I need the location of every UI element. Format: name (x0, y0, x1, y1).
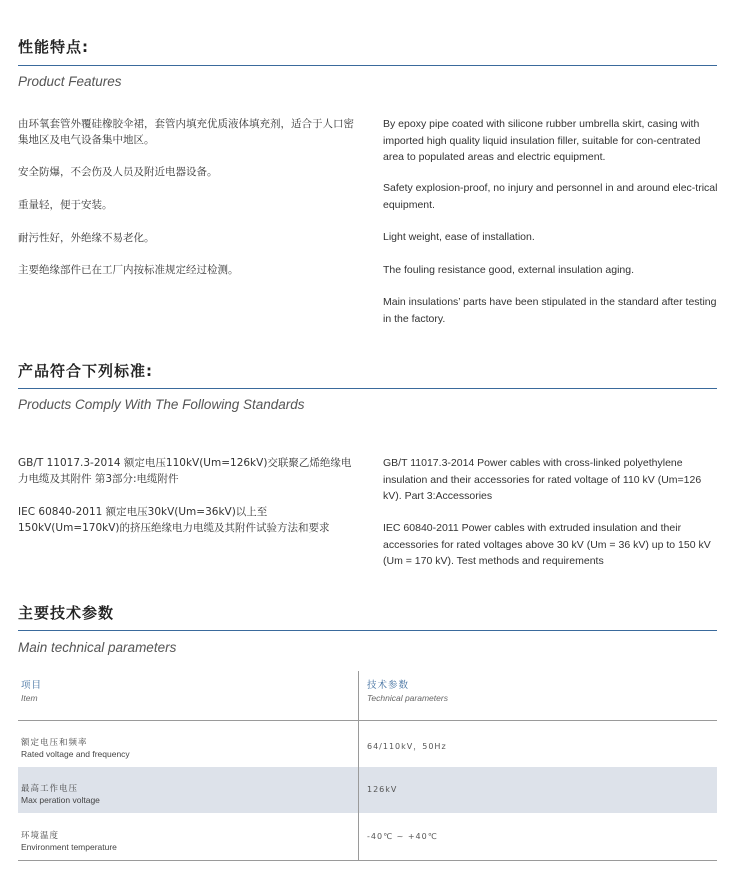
table-row (18, 767, 717, 813)
standards-title-zh: 产品符合下列标准: (18, 362, 153, 380)
table-column-divider (358, 671, 359, 861)
header-item-en: Item (21, 693, 38, 703)
table-row (18, 721, 717, 767)
table-row (18, 813, 717, 860)
params-divider (18, 630, 717, 631)
header-param-cell (367, 677, 448, 703)
row-item-zh: 最高工作电压 (21, 784, 79, 794)
feature-zh-2: 安全防爆，不会伤及人员及附近电器设备。 (18, 166, 218, 178)
table-bottom-border (18, 860, 717, 861)
feature-en-3: Light weight, ease of installation. (383, 231, 535, 243)
feature-zh-5: 主要绝缘部件已在工厂内按标准规定经过检测。 (18, 264, 239, 276)
feature-en-2: Safety explosion-proof, no injury and personnel in and around elec-trical equipment. (383, 182, 718, 211)
feature-en-5: Main insulations’ parts have been stipulated in the standard after testing in the factory. (383, 296, 717, 325)
standard-zh-1: GB/T 11017.3-2014 额定电压110kV(Um=126kV)交联聚乙烯绝缘电力电缆及其附件 第3部分:电缆附件 (18, 457, 352, 485)
row-item-cell (21, 829, 117, 852)
row-item-en: Rated voltage and frequency (21, 749, 130, 759)
row-item-en: Environment temperature (21, 842, 117, 852)
params-title-zh: 主要技术参数 (18, 604, 115, 622)
standard-en-1: GB/T 11017.3-2014 Power cables with cross-linked polyethylene insulation and their accessories for rated voltage of 110 kV (Um=126 kV). Part 3:Accessories (383, 457, 702, 502)
table-header-row (18, 671, 717, 720)
params-title-en: Main technical parameters (18, 640, 177, 655)
standard-zh-2: IEC 60840-2011 额定电压30kV(Um=36kV)以上至150kV(Um=170kV)的挤压绝缘电力电缆及其附件试验方法和要求 (18, 506, 330, 534)
row-item-en: Max peration voltage (21, 795, 100, 805)
header-param-zh: 技术参数 (367, 680, 410, 691)
standards-title-en: Products Comply With The Following Standards (18, 397, 305, 412)
features-title-en: Product Features (18, 74, 122, 89)
feature-en-4: The fouling resistance good, external insulation aging. (383, 264, 634, 276)
row-value: 126kV (367, 785, 398, 794)
row-value: -40℃ ~ +40℃ (367, 832, 438, 841)
standards-divider (18, 388, 717, 389)
features-title-zh: 性能特点: (18, 38, 89, 56)
header-item-zh: 项目 (21, 680, 43, 691)
feature-zh-3: 重量轻，便于安装。 (18, 199, 113, 211)
features-divider (18, 65, 717, 66)
row-value: 64/110kV，50Hz (367, 742, 447, 751)
row-item-cell (21, 736, 130, 759)
standard-en-2: IEC 60840-2011 Power cables with extruded insulation and their accessories for rated voltages above 30 kV (Um = 36 kV) up to 150 kV (Um = 170 kV). Test methods and requirements (383, 522, 711, 567)
params-table (18, 671, 717, 861)
row-item-zh: 额定电压和频率 (21, 738, 88, 748)
row-item-cell (21, 782, 100, 805)
feature-en-1: By epoxy pipe coated with silicone rubber umbrella skirt, casing with imported high quality liquid insulation filler, suitable for con-centrated area to populated areas and electric equipment. (383, 118, 701, 163)
feature-zh-4: 耐污性好，外绝缘不易老化。 (18, 232, 155, 244)
header-param-en: Technical parameters (367, 693, 448, 703)
header-item-cell (21, 677, 42, 703)
row-item-zh: 环境温度 (21, 831, 60, 841)
feature-zh-1: 由环氧套管外覆硅橡胶伞裙，套管内填充优质液体填充剂，适合于人口密集地区及电气设备集中地区。 (18, 118, 354, 146)
